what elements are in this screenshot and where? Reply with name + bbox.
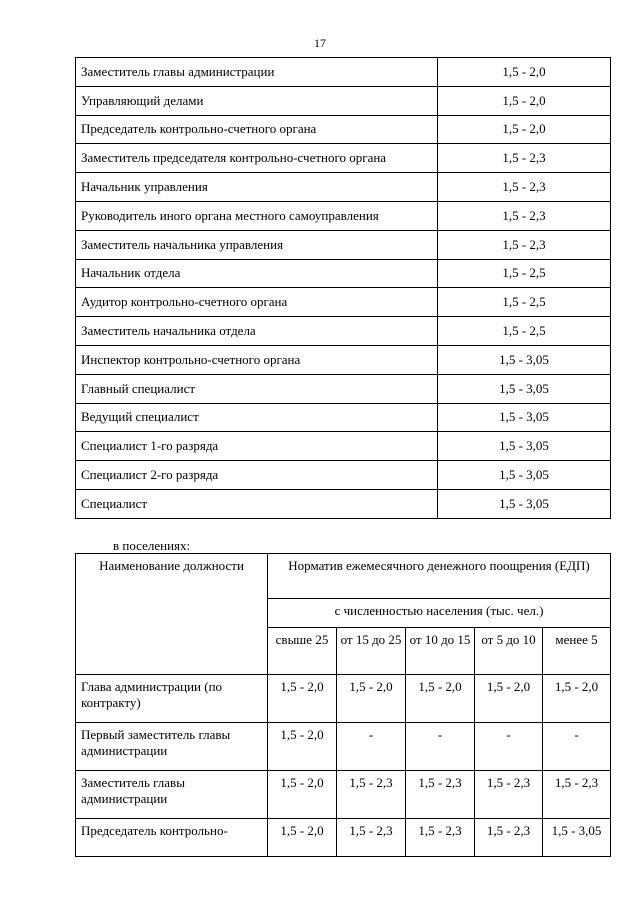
table-row	[76, 819, 611, 857]
norm-value: -	[475, 723, 543, 771]
table-row	[76, 432, 611, 461]
norm-value: 1,5 - 3,05	[438, 461, 611, 490]
population-column-header: от 5 до 10	[475, 628, 543, 675]
table-row	[76, 489, 611, 518]
header-population: с численностью населения (тыс. чел.)	[268, 599, 611, 628]
norm-value: 1,5 - 2,0	[268, 819, 337, 857]
norm-value: 1,5 - 2,0	[438, 86, 611, 115]
position-name: Первый заместитель главы администрации	[76, 723, 268, 771]
norm-value: 1,5 - 2,0	[337, 675, 406, 723]
table-row	[76, 403, 611, 432]
norm-value: 1,5 - 2,0	[406, 675, 475, 723]
table-row	[76, 259, 611, 288]
table-row	[76, 288, 611, 317]
norm-value: 1,5 - 2,0	[475, 675, 543, 723]
norm-value: -	[406, 723, 475, 771]
norm-value: -	[543, 723, 611, 771]
norm-value: 1,5 - 2,3	[438, 230, 611, 259]
norm-value: 1,5 - 2,5	[438, 288, 611, 317]
position-name: Глава администрации (по контракту)	[76, 675, 268, 723]
table-row	[76, 675, 611, 723]
position-name: Заместитель начальника управления	[76, 230, 438, 259]
norm-value: 1,5 - 2,0	[438, 58, 611, 87]
norm-value: 1,5 - 3,05	[438, 489, 611, 518]
table-row	[76, 230, 611, 259]
norm-value: 1,5 - 3,05	[438, 374, 611, 403]
norm-value: 1,5 - 3,05	[543, 819, 611, 857]
table-row	[76, 461, 611, 490]
position-name: Председатель контрольно-	[76, 819, 268, 857]
table-row	[76, 723, 611, 771]
population-column-header: от 10 до 15	[406, 628, 475, 675]
table-row	[76, 317, 611, 346]
position-name: Заместитель начальника отдела	[76, 317, 438, 346]
position-name: Заместитель главы администрации	[76, 58, 438, 87]
header-norm: Норматив ежемесячного денежного поощрения (ЕДП)	[268, 554, 611, 599]
table-row	[76, 144, 611, 173]
norm-value: 1,5 - 2,5	[438, 259, 611, 288]
population-column-header: менее 5	[543, 628, 611, 675]
norm-value: 1,5 - 2,3	[543, 771, 611, 819]
population-column-header: свыше 25	[268, 628, 337, 675]
norm-value: 1,5 - 2,0	[268, 771, 337, 819]
table-row	[76, 771, 611, 819]
norm-value: 1,5 - 2,3	[438, 173, 611, 202]
table-row	[76, 115, 611, 144]
norm-value: 1,5 - 3,05	[438, 432, 611, 461]
position-name: Заместитель главы администрации	[76, 771, 268, 819]
norm-value: -	[337, 723, 406, 771]
norm-value: 1,5 - 3,05	[438, 403, 611, 432]
position-name: Главный специалист	[76, 374, 438, 403]
norm-value: 1,5 - 2,3	[337, 771, 406, 819]
position-name: Начальник управления	[76, 173, 438, 202]
settlements-norms-table	[75, 553, 611, 857]
norm-value: 1,5 - 2,0	[438, 115, 611, 144]
norm-value: 1,5 - 2,0	[268, 723, 337, 771]
table-row	[76, 86, 611, 115]
norm-value: 1,5 - 2,3	[438, 201, 611, 230]
position-name: Начальник отдела	[76, 259, 438, 288]
position-name: Ведущий специалист	[76, 403, 438, 432]
position-name: Специалист	[76, 489, 438, 518]
page-number: 17	[314, 36, 326, 50]
position-name: Управляющий делами	[76, 86, 438, 115]
norm-value: 1,5 - 2,3	[406, 819, 475, 857]
position-name: Специалист 1-го разряда	[76, 432, 438, 461]
position-name: Заместитель председателя контрольно-счетного органа	[76, 144, 438, 173]
norm-value: 1,5 - 2,0	[268, 675, 337, 723]
norm-value: 1,5 - 3,05	[438, 345, 611, 374]
norm-value: 1,5 - 2,5	[438, 317, 611, 346]
position-name: Аудитор контрольно-счетного органа	[76, 288, 438, 317]
positions-norms-table	[75, 57, 611, 519]
settlements-intro: в поселениях:	[113, 538, 191, 553]
norm-value: 1,5 - 2,0	[543, 675, 611, 723]
norm-value: 1,5 - 2,3	[475, 819, 543, 857]
norm-value: 1,5 - 2,3	[438, 144, 611, 173]
norm-value: 1,5 - 2,3	[406, 771, 475, 819]
header-position: Наименование должности	[76, 554, 268, 675]
position-name: Председатель контрольно-счетного органа	[76, 115, 438, 144]
position-name: Руководитель иного органа местного самоуправления	[76, 201, 438, 230]
norm-value: 1,5 - 2,3	[475, 771, 543, 819]
position-name: Специалист 2-го разряда	[76, 461, 438, 490]
table-row	[76, 345, 611, 374]
table-row	[76, 58, 611, 87]
position-name: Инспектор контрольно-счетного органа	[76, 345, 438, 374]
table-row	[76, 173, 611, 202]
population-column-header: от 15 до 25	[337, 628, 406, 675]
table-row	[76, 201, 611, 230]
table-row	[76, 374, 611, 403]
norm-value: 1,5 - 2,3	[337, 819, 406, 857]
